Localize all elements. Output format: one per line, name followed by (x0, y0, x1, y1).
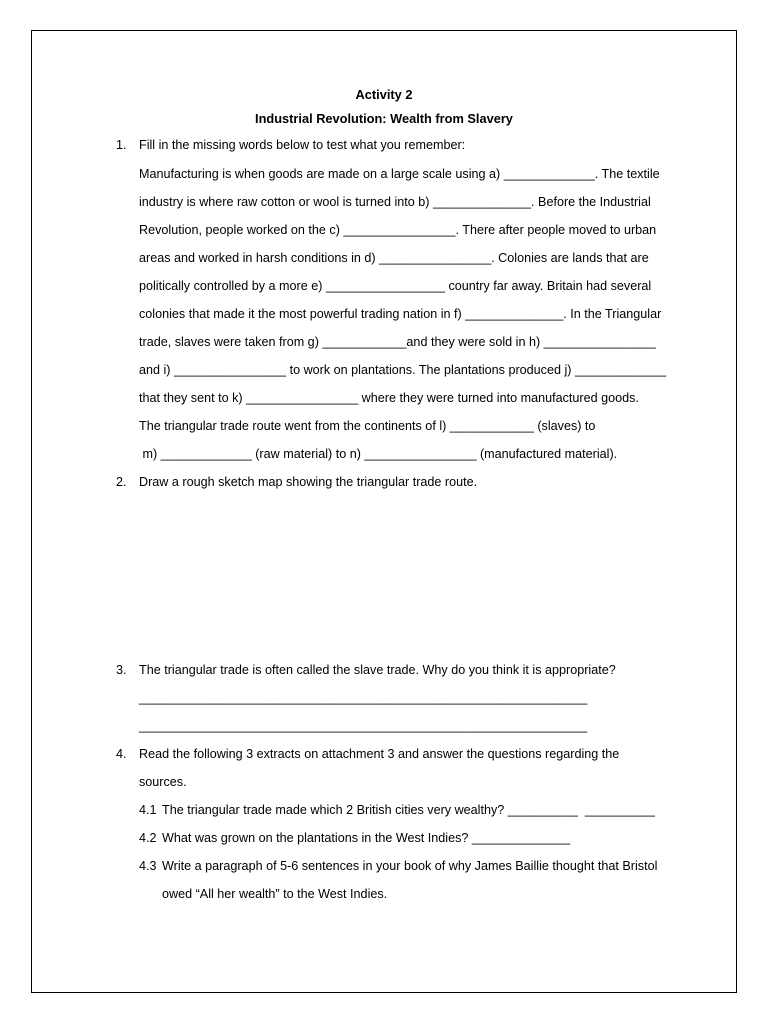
q1-line-11: m) _____________ (raw material) to n) ________________ (manufactured material). (139, 447, 618, 461)
q1-line-1: Manufacturing is when goods are made on a large scale using a) _____________. The textile (139, 167, 660, 181)
q1-line-3: Revolution, people worked on the c) ________________. There after people moved to urban (139, 223, 657, 237)
q4-3-continuation: owed “All her wealth” to the West Indies. (162, 887, 388, 901)
q1-line-7: trade, slaves were taken from g) ____________and they were sold in h) ________________ (139, 335, 656, 349)
sketch-map-area[interactable] (139, 500, 679, 650)
q3-prompt: The triangular trade is often called the slave trade. Why do you think it is appropriate? (139, 663, 616, 677)
q1-line-6: colonies that made it the most powerful trading nation in f) ______________. In the Triangular (139, 307, 662, 321)
q4-prompt-line-1: Read the following 3 extracts on attachment 3 and answer the questions regarding the (139, 747, 620, 761)
q1-number: 1. (116, 138, 127, 152)
q4-1-number: 4.1 (139, 803, 157, 817)
activity-title: Activity 2 (355, 87, 413, 102)
q1-line-4: areas and worked in harsh conditions in d) ________________. Colonies are lands that are (139, 251, 649, 265)
q2-prompt: Draw a rough sketch map showing the triangular trade route. (139, 475, 478, 489)
worksheet-subtitle: Industrial Revolution: Wealth from Slavery (255, 111, 513, 126)
q4-prompt-line-2: sources. (139, 775, 187, 789)
q1-prompt: Fill in the missing words below to test what you remember: (139, 138, 466, 152)
q3-number: 3. (116, 663, 127, 677)
q1-line-9: that they sent to k) ________________ where they were turned into manufactured goods. (139, 391, 639, 405)
q3-answer-line-2[interactable]: ________________________________________________________________ (139, 719, 588, 733)
q1-line-2: industry is where raw cotton or wool is turned into b) ______________. Before the Industrial (139, 195, 651, 209)
q4-2-text: What was grown on the plantations in the West Indies? ______________ (162, 831, 570, 845)
q3-answer-line-1[interactable]: ________________________________________________________________ (139, 691, 588, 705)
q4-number: 4. (116, 747, 127, 761)
q1-line-10: The triangular trade route went from the continents of l) ____________ (slaves) to (139, 419, 596, 433)
q1-line-8: and i) ________________ to work on plantations. The plantations produced j) _____________ (139, 363, 667, 377)
q2-number: 2. (116, 475, 127, 489)
q4-2-number: 4.2 (139, 831, 157, 845)
q4-3-number: 4.3 (139, 859, 157, 873)
q4-1-text: The triangular trade made which 2 British cities very wealthy? __________ __________ (162, 803, 655, 817)
q1-line-5: politically controlled by a more e) _________________ country far away. Britain had several (139, 279, 652, 293)
q4-3-text: Write a paragraph of 5-6 sentences in your book of why James Baillie thought that Bristol (162, 859, 658, 873)
